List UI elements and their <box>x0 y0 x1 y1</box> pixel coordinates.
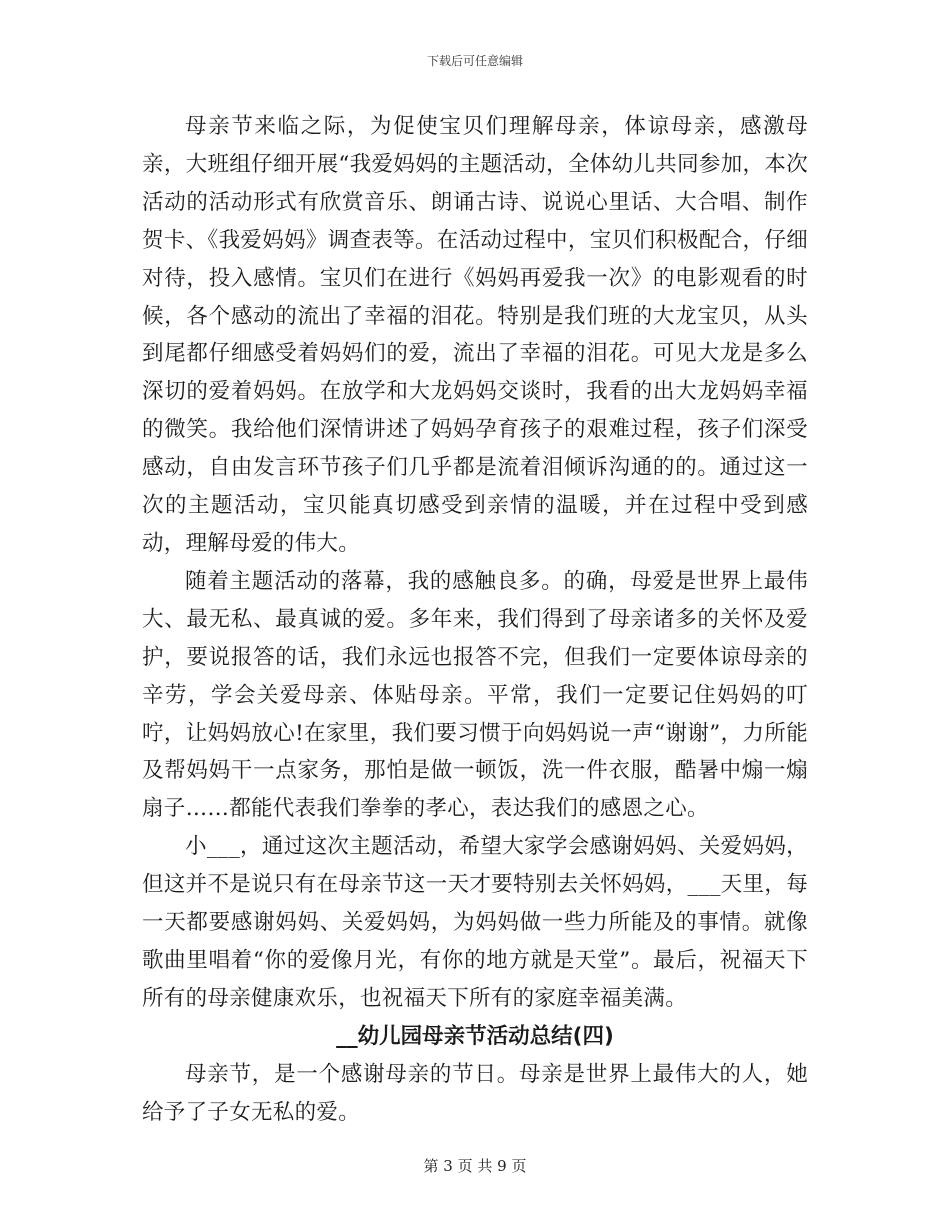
paragraph-3: 小___，通过这次主题活动，希望大家学会感谢妈妈、关爱妈妈，但这并不是说只有在母亲节这一天才要特别去关怀妈妈，___天里，每一天都要感谢妈妈、关爱妈妈，为妈妈做一些力所能及的事情。就像歌曲里唱着“你的爱像月光，有你的地方就是天堂”。最后，祝福天下所有的母亲健康欢乐，也祝福天下所有的家庭幸福美满。 <box>142 834 808 1011</box>
document-body <box>142 108 808 1131</box>
page-header: 下载后可任意编辑 <box>426 54 523 68</box>
section-title: __幼儿园母亲节活动总结(四) <box>336 1023 614 1049</box>
page-footer: 第 3 页 共 9 页 <box>423 1157 527 1175</box>
paragraph-4: 母亲节，是一个感谢母亲的节日。母亲是世界上最伟大的人，她给予了子女无私的爱。 <box>142 1061 808 1125</box>
paragraph-1: 母亲节来临之际，为促使宝贝们理解母亲，体谅母亲，感激母亲，大班组仔细开展“我爱妈妈的主题活动，全体幼儿共同参加，本次活动的活动形式有欣赏音乐、朗诵古诗、说说心里话、大合唱、制作贺卡、《我爱妈妈》调查表等。在活动过程中，宝贝们积极配合，仔细对待，投入感情。宝贝们在进行《妈妈再爱我一次》的电影观看的时候，各个感动的流出了幸福的泪花。特别是我们班的大龙宝贝，从头到尾都仔细感受着妈妈们的爱，流出了幸福的泪花。可见大龙是多么深切的爱着妈妈。在放学和大龙妈妈交谈时，我看的出大龙妈妈幸福的微笑。我给他们深情讲述了妈妈孕育孩子的艰难过程，孩子们深受感动，自由发言环节孩子们几乎都是流着泪倾诉沟通的的。通过这一次的主题活动，宝贝能真切感受到亲情的温暖，并在过程中受到感动，理解母爱的伟大。 <box>142 114 808 556</box>
paragraph-2: 随着主题活动的落幕，我的感触良多。的确，母爱是世界上最伟大、最无私、最真诚的爱。多年来，我们得到了母亲诸多的关怀及爱护，要说报答的话，我们永远也报答不完，但我们一定要体谅母亲的辛劳，学会关爱母亲、体贴母亲。平常，我们一定要记住妈妈的叮咛，让妈妈放心!在家里，我们要习惯于向妈妈说一声“谢谢”，力所能及帮妈妈干一点家务，那怕是做一顿饭，洗一件衣服，酷暑中煽一煽扇子……都能代表我们拳拳的孝心，表达我们的感恩之心。 <box>142 568 808 822</box>
